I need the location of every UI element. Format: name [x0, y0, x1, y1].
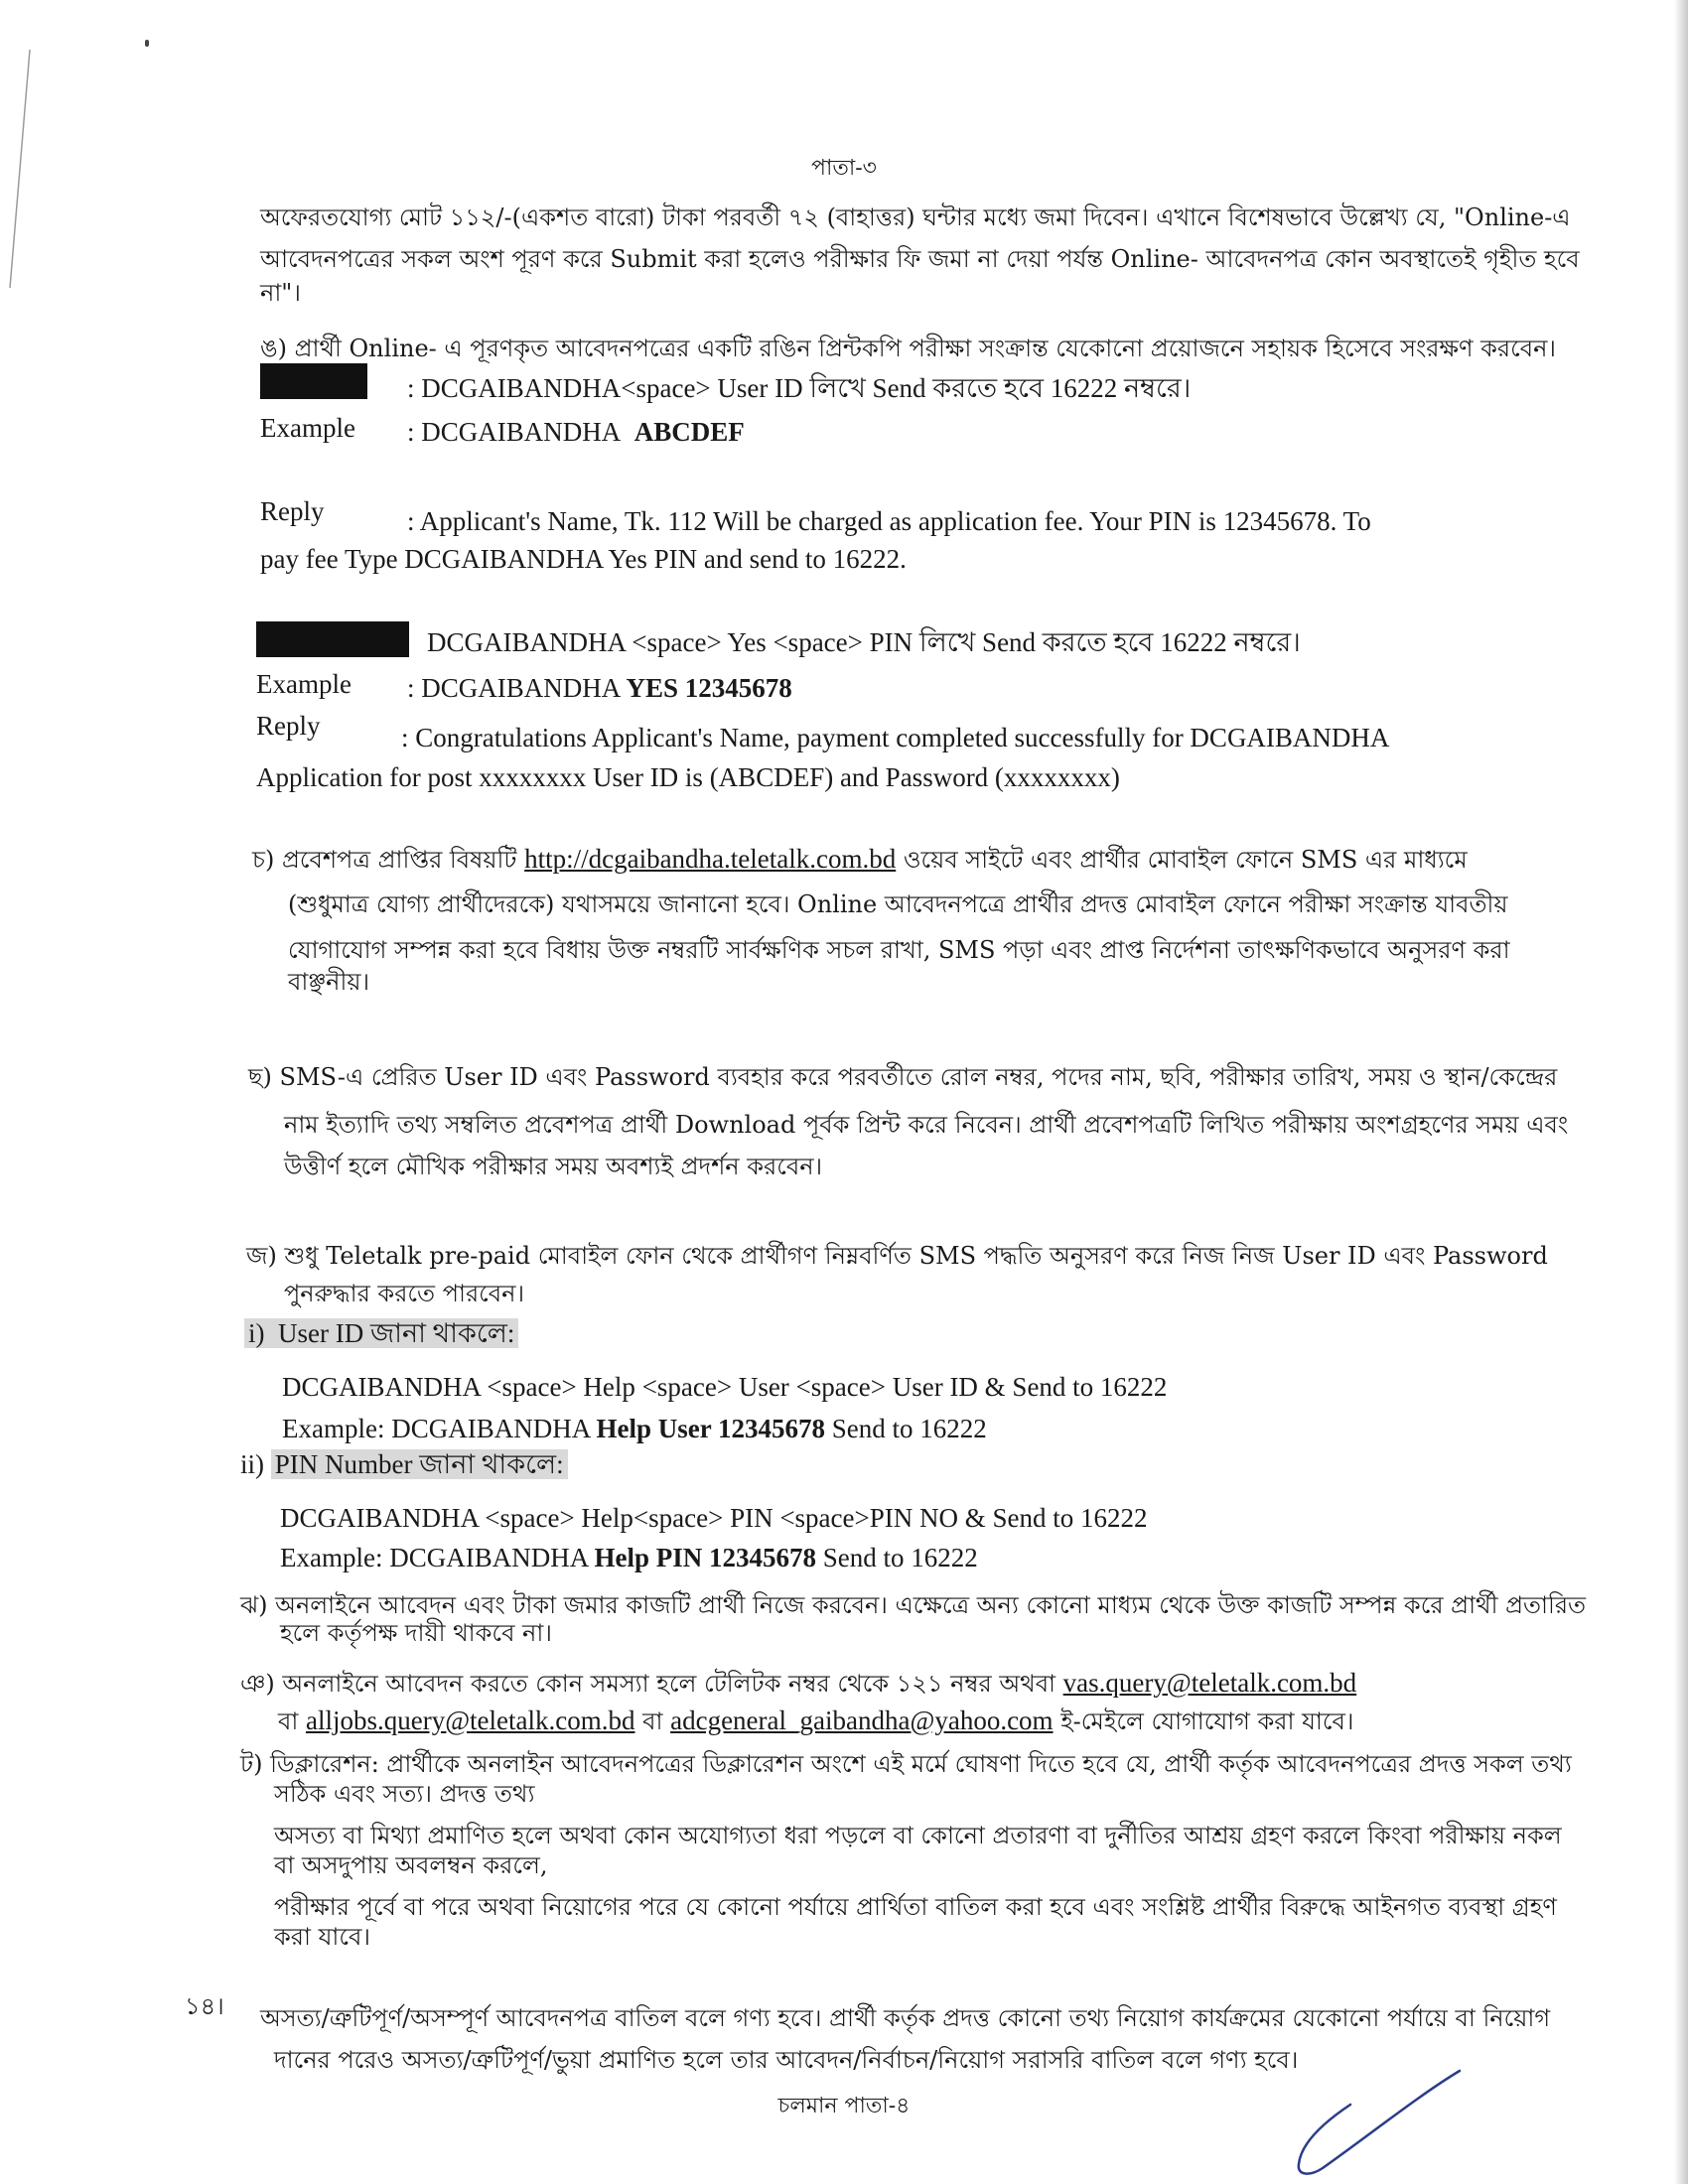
para-ta-line-3: অসত্য বা মিথ্যা প্রমাণিত হলে অথবা কোন অযোগ্যতা ধরা পড়লে বা কোনো প্রতারণা বা দুর্নীতির আশ্রয় গ্রহণ করলে কিংবা পরীক্ষায় নকল	[274, 1822, 1562, 1849]
para-14-number: ১৪।	[185, 1992, 224, 2020]
fee-para-line-3: না"।	[260, 279, 301, 307]
recover-user-command: DCGAIBANDHA <space> Help <space> User <space> User ID & Send to 16222	[282, 1372, 1168, 1402]
adc-general-email-link[interactable]: adcgeneral_gaibandha@yahoo.com	[670, 1706, 1054, 1735]
sms2-example-label: Example	[256, 669, 352, 699]
para-cha-prefix: চ) প্রবেশপত্র প্রাপ্তির বিষয়টি	[252, 846, 517, 874]
recover-pin-number: ii)	[240, 1449, 264, 1479]
para-ta-line-2: সঠিক এবং সত্য। প্রদত্ত তথ্য	[274, 1780, 535, 1808]
recover-pin-example-code: Help PIN 12345678	[594, 1543, 816, 1572]
sms2-example	[407, 673, 792, 703]
para-nya-or-1: বা	[278, 1707, 299, 1735]
para-cha-suffix: ওয়েব সাইটে এবং প্রার্থীর মোবাইল ফোনে SMS এর মাধ্যমে	[903, 846, 1468, 874]
fee-para-line-1: অফেরতযোগ্য মোট ১১২/-(একশত বারো) টাকা পরবর্তী ৭২ (বাহাত্তর) ঘন্টার মধ্যে জমা দিবেন। এখানে বিশেষভাবে উল্লেখ্য যে, "Online-এ	[260, 204, 1571, 231]
recover-user-example	[282, 1414, 987, 1443]
sms2-example-prefix: : DCGAIBANDHA	[407, 673, 620, 703]
sms2-reply-line-1: : Congratulations Applicant's Name, payment completed successfully for DCGAIBANDHA	[401, 723, 1390, 752]
sms1-example-label: Example	[260, 413, 355, 443]
sms1-example-code: ABCDEF	[633, 417, 745, 447]
para-nya-suffix: ই-মেইলে যোগাযোগ করা যাবে।	[1060, 1707, 1354, 1735]
para-ja-line-1: জ) শুধু Teletalk pre-paid মোবাইল ফোন থেকে প্রার্থীগণ নিম্নবর্ণিত SMS পদ্ধতি অনুসরণ করে নিজ নিজ User ID এবং Password	[246, 1242, 1548, 1270]
continued-page: চলমান পাতা-৪	[777, 2094, 911, 2118]
scan-edge-shadow	[1674, 0, 1688, 2184]
sms2-instruction: DCGAIBANDHA <space> Yes <space> PIN লিখে Send করতে হবে 16222 নম্বরে।	[427, 627, 1301, 657]
sms2-reply-label: Reply	[256, 711, 321, 741]
recover-pin-command: DCGAIBANDHA <space> Help<space> PIN <space>PIN NO & Send to 16222	[280, 1503, 1148, 1533]
page-number: পাতা-৩	[811, 156, 877, 181]
recover-user-number: i)	[248, 1318, 265, 1348]
recover-user-title: User ID জানা থাকলে:	[278, 1318, 515, 1348]
para-jha-line-1: ঝ) অনলাইনে আবেদন এবং টাকা জমার কাজটি প্রার্থী নিজে করবেন। এক্ষেত্রে অন্য কোনো মাধ্যম থেকে উক্ত কাজটি সম্পন্ন করে প্রার্থী প্রতারিত	[240, 1591, 1587, 1619]
sms1-reply-line-1: : Applicant's Name, Tk. 112 Will be charged as application fee. Your PIN is 12345678. To	[407, 506, 1371, 536]
para-cha-line-4: বাঞ্ছনীয়।	[288, 968, 370, 996]
recover-pin-heading	[240, 1449, 568, 1479]
para-cha-line-3: যোগাযোগ সম্পন্ন করা হবে বিধায় উক্ত নম্বরটি সার্বক্ষণিক সচল রাখা, SMS পড়া এবং প্রাপ্ত নির্দেশনা তাৎক্ষণিকভাবে অনুসরণ করা	[288, 936, 1510, 964]
recover-user-example-code: Help User 12345678	[596, 1414, 825, 1443]
redaction-block	[256, 621, 409, 657]
recover-user-example-suffix: Send to 16222	[831, 1414, 987, 1443]
para-nya-prefix: ঞ) অনলাইনে আবেদন করতে কোন সমস্যা হলে টেলিটক নম্বর থেকে ১২১ নম্বর অথবা	[240, 1670, 1056, 1698]
para-ta-line-6: করা যাবে।	[274, 1923, 370, 1951]
alljobs-query-email-link[interactable]: alljobs.query@teletalk.com.bd	[305, 1706, 635, 1735]
scan-artifact-line	[0, 40, 40, 298]
para-nya-or-2: বা	[642, 1707, 663, 1735]
sms1-example-prefix: : DCGAIBANDHA	[407, 417, 622, 447]
recover-pin-example	[280, 1543, 978, 1572]
sms1-example	[407, 417, 745, 447]
recover-pin-title: PIN Number জানা থাকলে:	[271, 1449, 568, 1479]
recover-user-example-prefix: Example: DCGAIBANDHA	[282, 1414, 590, 1443]
scan-speck	[145, 40, 149, 47]
para-ja-line-2: পুনরুদ্ধার করতে পারবেন।	[284, 1280, 525, 1307]
recover-user-highlight	[244, 1318, 518, 1348]
para-chha-line-1: ছ) SMS-এ প্রেরিত User ID এবং Password ব্যবহার করে পরবর্তীতে রোল নম্বর, পদের নাম, ছবি, পরীক্ষার তারিখ, সময় ও স্থান/কেন্দ্রের	[248, 1063, 1558, 1091]
para-ta-line-1: ট) ডিক্লারেশন: প্রার্থীকে অনলাইন আবেদনপত্রের ডিক্লারেশন অংশে এই মর্মে ঘোষণা দিতে হবে যে, প্রার্থী কর্তৃক আবেদনপত্রের প্রদত্ত সকল তথ্য	[240, 1750, 1572, 1778]
para-cha-line-2: (শুধুমাত্র যোগ্য প্রার্থীদেরকে) যথাসময়ে জানানো হবে। Online আবেদনপত্রে প্রার্থীর প্রদত্ত মোবাইল ফোনে পরীক্ষা সংক্রান্ত যাবতীয়	[288, 890, 1508, 918]
para-jha-line-2: হলে কর্তৃপক্ষ দায়ী থাকবে না।	[280, 1619, 552, 1647]
signature-mark	[1281, 2065, 1479, 2184]
sms2-example-code: YES 12345678	[626, 673, 792, 703]
fee-para-line-2: আবেদনপত্রের সকল অংশ পূরণ করে Submit করা হলেও পরীক্ষার ফি জমা না দেয়া পর্যন্ত Online- আবেদনপত্র কোন অবস্থাতেই গৃহীত হবে	[260, 245, 1580, 273]
sms1-reply-line-2: pay fee Type DCGAIBANDHA Yes PIN and send to 16222.	[260, 544, 907, 574]
recover-pin-example-suffix: Send to 16222	[822, 1543, 978, 1572]
redaction-block	[260, 363, 367, 399]
sms2-reply-line-2: Application for post xxxxxxxx User ID is (ABCDEF) and Password (xxxxxxxx)	[256, 762, 1120, 792]
vas-query-email-link[interactable]: vas.query@teletalk.com.bd	[1062, 1668, 1357, 1698]
recover-pin-example-prefix: Example: DCGAIBANDHA	[280, 1543, 588, 1572]
para-chha-line-2: নাম ইত্যাদি তথ্য সম্বলিত প্রবেশপত্র প্রার্থী Download পূর্বক প্রিন্ট করে নিবেন। প্রার্থী প্রবেশপত্রটি লিখিত পরীক্ষায় অংশগ্রহণের সময় এবং	[284, 1111, 1569, 1139]
recover-user-heading	[244, 1318, 518, 1348]
para-nya-line-2	[278, 1706, 1353, 1736]
para-ta-line-5: পরীক্ষার পূর্বে বা পরে অথবা নিয়োগের পরে যে কোনো পর্যায়ে প্রার্থিতা বাতিল করা হবে এবং সংশ্লিষ্ট প্রার্থীর বিরুদ্ধে আইনগত ব্যবস্থা গ্রহণ	[274, 1893, 1557, 1921]
sms1-instruction: : DCGAIBANDHA<space> User ID লিখে Send করতে হবে 16222 নম্বরে।	[407, 373, 1192, 403]
para-14-line-2: দানের পরেও অসত্য/ত্রুটিপূর্ণ/ভুয়া প্রমাণিত হলে তার আবেদন/নির্বাচন/নিয়োগ সরাসরি বাতিল বলে গণ্য হবে।	[274, 2046, 1299, 2074]
para-chha-line-3: উত্তীর্ণ হলে মৌখিক পরীক্ষার সময় অবশ্যই প্রদর্শন করবেন।	[284, 1153, 823, 1180]
para-14-line-1: অসত্য/ত্রুটিপূর্ণ/অসম্পূর্ণ আবেদনপত্র বাতিল বলে গণ্য হবে। প্রার্থী কর্তৃক প্রদত্ত কোনো তথ্য নিয়োগ কার্যক্রমের যেকোনো পর্যায়ে বা নিয়োগ	[260, 2004, 1551, 2032]
admit-card-url-link[interactable]: http://dcgaibandha.teletalk.com.bd	[524, 844, 897, 874]
sms1-reply-label: Reply	[260, 496, 325, 526]
para-cha-line-1	[252, 844, 1468, 875]
para-ta-line-4: বা অসদুপায় অবলম্বন করলে,	[274, 1851, 548, 1879]
para-uo: ঙ) প্রার্থী Online- এ পূরণকৃত আবেদনপত্রের একটি রঙিন প্রিন্টকপি পরীক্ষা সংক্রান্ত যেকোনো প্রয়োজনে সহায়ক হিসেবে সংরক্ষণ করবেন।	[260, 335, 1556, 362]
para-nya-line-1	[240, 1668, 1356, 1699]
